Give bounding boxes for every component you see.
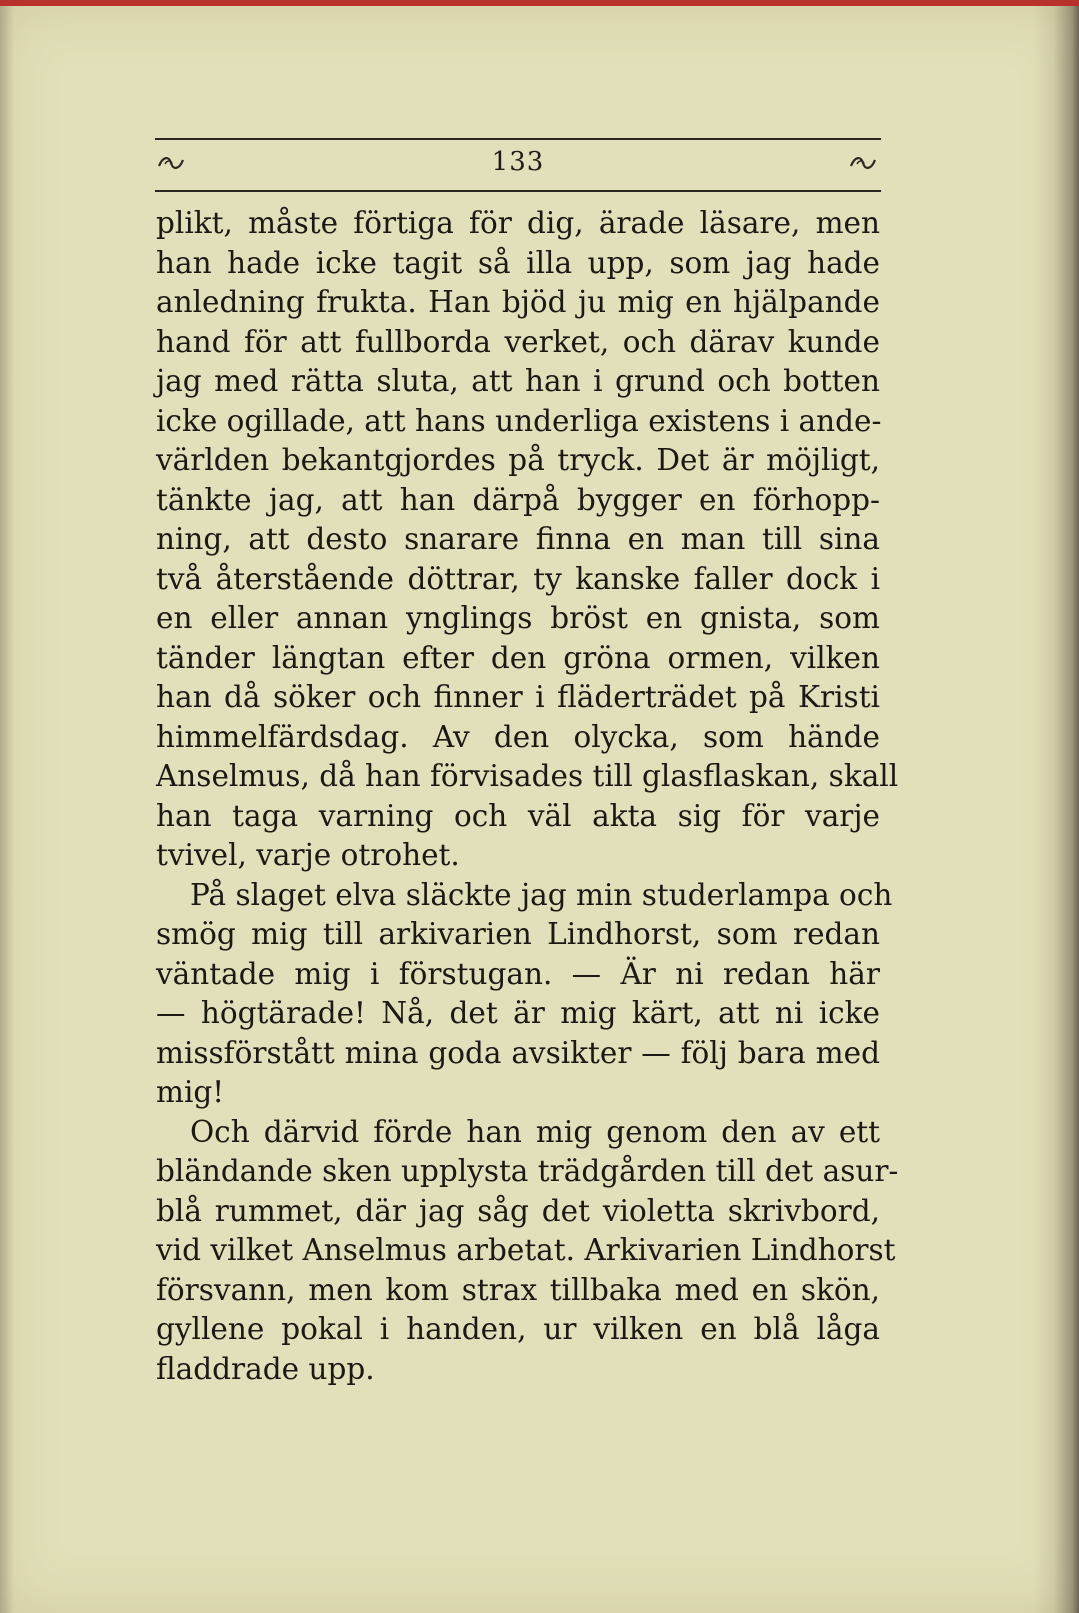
text-line: han hade icke tagit så illa upp, som jag hade <box>156 245 880 280</box>
text-line: han då söker och finner i fläderträdet på Kristi <box>156 680 880 714</box>
text-line: anledning frukta. Han bjöd ju mig en hjälpande <box>156 285 880 319</box>
text-line: tänkte jag, att han därpå bygger en förhopp- <box>156 482 880 517</box>
text-line: himmelfärdsdag. Av den olycka, som hände <box>156 719 880 754</box>
running-header <box>155 134 881 194</box>
text-line: hand för att fullborda verket, och därav kunde <box>156 324 880 359</box>
text-line: försvann, men kom strax tillbaka med en skön, <box>156 1272 880 1307</box>
text-line: gyllene pokal i handen, ur vilken en blå låga <box>156 1312 880 1346</box>
text-line: smög mig till arkivarien Lindhorst, som redan <box>156 917 880 951</box>
text-line: missförstått mina goda avsikter — följ bara med <box>156 1035 880 1070</box>
paragraph-first-line: Och därvid förde han mig genom den av ett <box>190 1114 880 1149</box>
page-body-text <box>156 204 899 1389</box>
header-rule-bottom <box>155 190 881 192</box>
book-page <box>0 6 1079 1613</box>
text-line: två återstående döttrar, ty kanske faller dock i <box>156 561 880 596</box>
text-line: ning, att desto snarare finna en man till sina <box>156 522 880 556</box>
page-left-edge-shadow <box>0 6 14 1613</box>
page-number: 133 <box>491 147 545 177</box>
text-line: världen bekantgjordes på tryck. Det är möjligt, <box>156 443 880 477</box>
paragraph-first-line: På slaget elva släckte jag min studerlampa och <box>190 877 893 912</box>
text-line: mig! <box>156 1075 225 1109</box>
text-line: blå rummet, där jag såg det violetta skrivbord, <box>156 1193 880 1228</box>
text-line: han taga varning och väl akta sig för varje <box>156 798 880 833</box>
text-line: — högtärade! Nå, det är mig kärt, att ni icke <box>156 996 880 1030</box>
scroll-ornament-icon <box>849 154 879 172</box>
text-line: Anselmus, då han förvisades till glasflaskan, skall <box>156 759 899 793</box>
header-rule-top <box>155 138 881 140</box>
text-line: tänder längtan efter den gröna ormen, vilken <box>156 640 880 675</box>
text-line: icke ogillade, att hans underliga existens i ande- <box>156 403 882 438</box>
text-line: tvivel, varje otrohet. <box>156 838 460 872</box>
text-line: bländande sken upplysta trädgården till det asur- <box>156 1154 899 1188</box>
text-line: jag med rätta sluta, att han i grund och botten <box>156 364 880 398</box>
text-line: en eller annan ynglings bröst en gnista, som <box>156 601 880 635</box>
text-line: vid vilket Anselmus arbetat. Arkivarien Lindhorst <box>156 1233 896 1267</box>
page-binding-edge <box>1033 6 1079 1613</box>
text-line: fladdrade upp. <box>156 1351 375 1386</box>
text-line: plikt, måste förtiga för dig, ärade läsare, men <box>156 206 880 240</box>
text-line: väntade mig i förstugan. — Är ni redan här <box>156 956 880 991</box>
